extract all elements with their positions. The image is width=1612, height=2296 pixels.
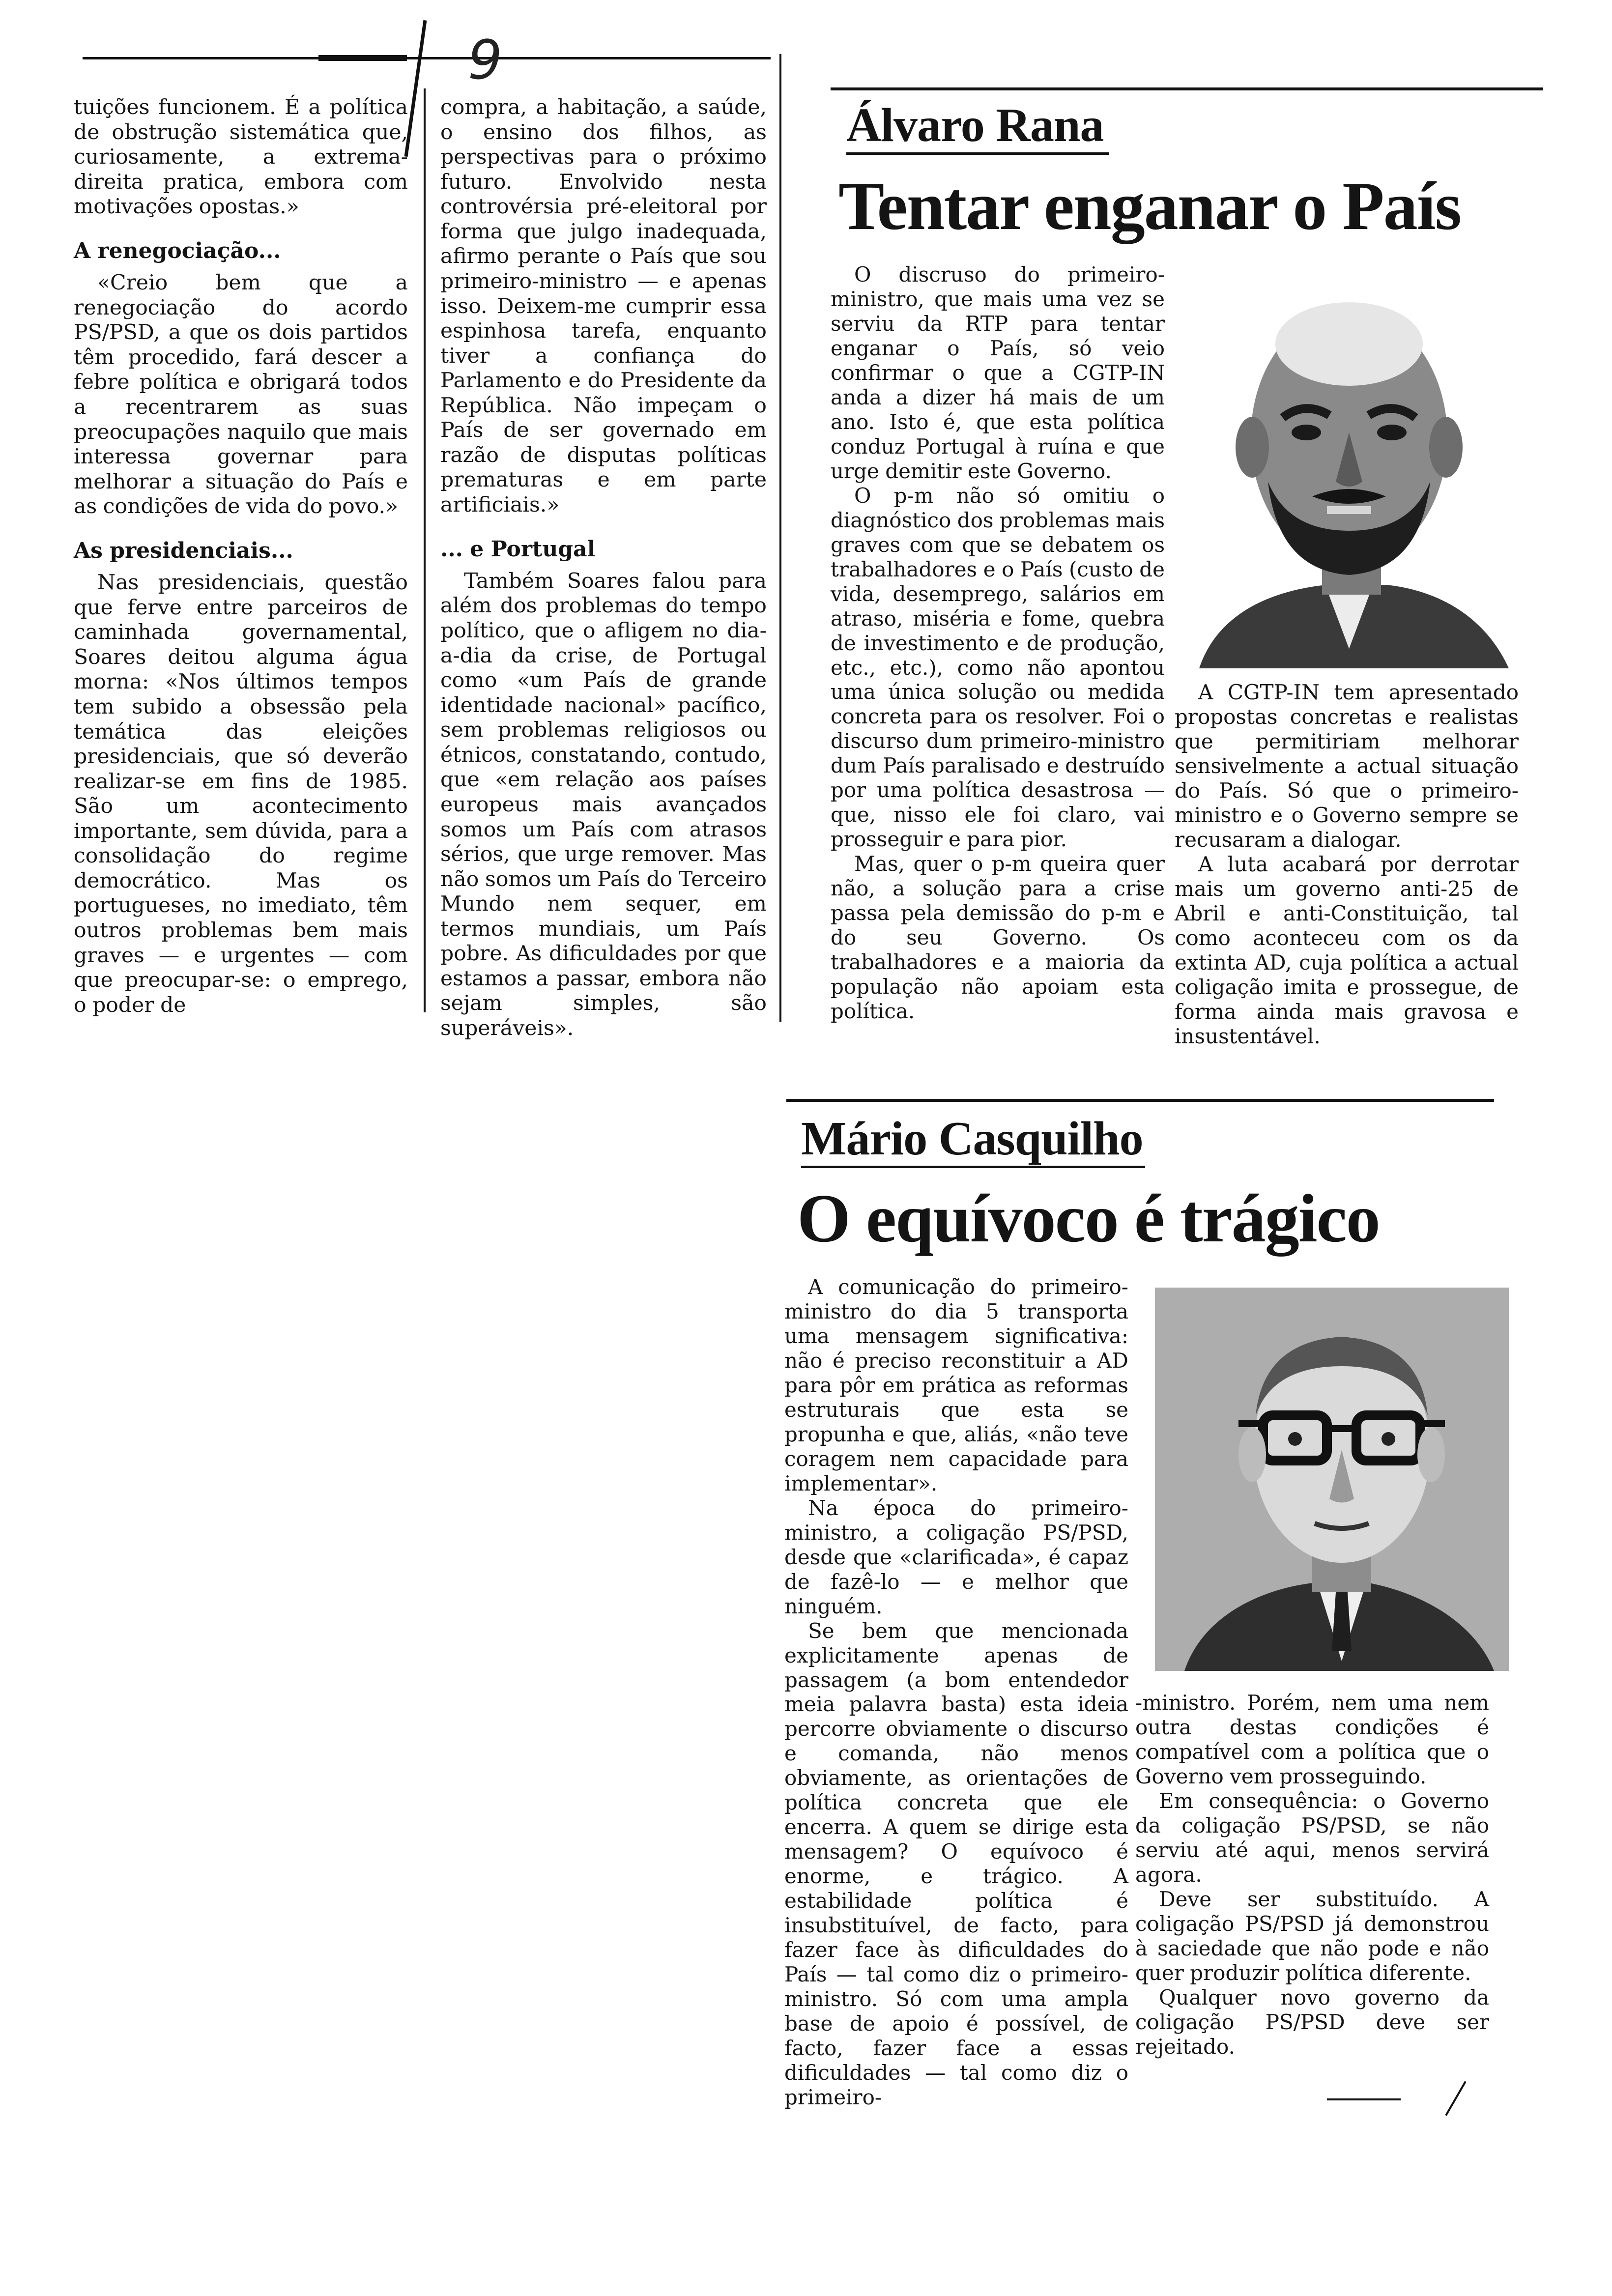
column-divider-mid xyxy=(779,54,781,1022)
paragraph: Nas presidenciais, questão que ferve entre parceiros de caminhada governamental, Soares deitou alguma água morna: «Nos últimos tempos tem subido a obsessão pela temática das eleições presidenciais, que só deverão realizar-se em fins de 1985. São um acontecimento importante, sem dúvida, para a consolidação do regime democrático. Mas os portugueses, no imediato, têm outros problemas bem mais graves — e urgentes — com que preocupar-se: o emprego, o poder de xyxy=(74,571,408,1017)
end-mark-slash xyxy=(1445,2081,1466,2116)
rana-right-text xyxy=(1175,680,1519,1049)
paragraph: Qualquer novo governo da coligação PS/PSD deve ser rejeitado. xyxy=(1135,1985,1489,2059)
paragraph: A luta acabará por derrotar mais um governo anti-25 de Abril e anti-Constituição, tal como aconteceu com os da extinta AD, cuja política a actual coligação imita e prossegue, de forma ainda mais gravosa e insustentável. xyxy=(1175,852,1519,1048)
paragraph: Também Soares falou para além dos problemas do tempo político, que o afligem no dia-a-dia da crise, de Portugal como «um País de grande identidade nacional» pacífico, sem problemas religiosos ou étnicos, constatando, contudo, que «em relação aos países europeus mais avançados somos um País com atrasos sérios, que urge remover. Mas não somos um País do Terceiro Mundo nem sequer, em termos mundiais, um País pobre. As dificuldades por que estamos a passar, embora não sejam simples, são superáveis». xyxy=(440,569,767,1041)
page-number-mark: 9 xyxy=(468,29,502,91)
paragraph: Na época do primeiro-ministro, a coligação PS/PSD, desde que «clarificada», é capaz de fazê-lo — e melhor que ninguém. xyxy=(784,1495,1128,1618)
paragraph: Em consequência: o Governo da coligação PS/PSD, se não serviu até aqui, menos servirá agora. xyxy=(1135,1788,1489,1887)
author-mario-casquilho: Mário Casquilho xyxy=(801,1112,1143,1165)
paragraph: A comunicação do primeiro-ministro do dia 5 transporta uma mensagem significativa: não é preciso reconstituir a AD para pôr em prática as reformas estruturais que esta se propunha e que, aliás, «não teve coragem nem capacidade para implementar». xyxy=(784,1275,1128,1495)
casquilho-right-text xyxy=(1135,1691,1489,2059)
section-rule xyxy=(786,1099,1494,1102)
subheading: As presidenciais... xyxy=(74,538,293,563)
top-rule-left xyxy=(83,57,771,59)
author-underline-casquilho xyxy=(801,1166,1145,1168)
paragraph: -ministro. Porém, nem uma nem outra destas condições é compatível com a política que o Governo vem prosseguindo. xyxy=(1135,1691,1489,1788)
paragraph: Mas, quer o p-m queira quer não, a solução para a crise passa pela demissão do p-m e do seu Governo. Os trabalhadores e a maioria da população não apoiam esta política. xyxy=(831,852,1165,1024)
portrait-alvaro-rana xyxy=(1180,275,1519,668)
paragraph: compra, a habitação, a saúde, o ensino dos filhos, as perspectivas para o próximo futuro. Envolvido nesta controvérsia pré-eleitoral por forma que julgo inadequada, afirmo perante o País que sou primeiro-ministro — e apenas isso. Deixem-me cumprir essa espinhosa tarefa, enquanto tiver a confiança do Parlamento e do Presidente da República. Não impeçam o País de ser governado em razão de disputas políticas prematuras e em parte artificiais.» xyxy=(440,95,767,517)
rana-column-text xyxy=(831,262,1165,1024)
paragraph: Deve ser substituído. A coligação PS/PSD já demonstrou à saciedade que não pode e não quer produzir política diferente. xyxy=(1135,1887,1489,1985)
paragraph: O p-m não só omitiu o diagnóstico dos problemas mais graves com que se debatem os trabalhadores e o País (custo de vida, desemprego, salários em atraso, miséria e fome, quebra de investimento e de produção, etc., etc.), como não apontou uma única solução ou medida concreta para os resolver. Foi o discurso dum primeiro-ministro dum País paralisado e destruído por uma política desastrosa — que, nisso ele foi claro, vai prosseguir e para pior. xyxy=(831,483,1165,852)
subheading: ... e Portugal xyxy=(440,536,596,562)
paragraph: tuições funcionem. É a política de obstrução sistemática que, curiosamente, a extrema-direita pratica, embora com motivações opostas.» xyxy=(74,95,408,219)
author-underline-rana xyxy=(846,152,1109,155)
portrait-mario-casquilho xyxy=(1155,1288,1509,1671)
author-alvaro-rana: Álvaro Rana xyxy=(846,99,1104,152)
headline-tentar-enganar: Tentar enganar o País xyxy=(838,168,1461,244)
casquilho-column-text xyxy=(784,1275,1128,2110)
left-article-column-1 xyxy=(74,95,408,1018)
paragraph: A CGTP-IN tem apresentado propostas concretas e realistas que permitiriam melhorar sensivelmente a actual situação do País. Só que o primeiro-ministro e o Governo sempre se recusaram a dialogar. xyxy=(1175,680,1519,852)
paragraph: «Creio bem que a renegociação do acordo PS/PSD, a que os dois partidos têm procedido, fará descer a febre política e obrigará todos a recentrarem as suas preocupações naquilo que mais interessa governar para melhorar a situação do País e as condições de vida do povo.» xyxy=(74,271,408,519)
top-rule-right xyxy=(831,87,1543,90)
top-rule-left-heavy xyxy=(318,55,407,61)
paragraph: Se bem que mencionada explicitamente apenas de passagem (a bom entendedor meia palavra basta) esta ideia percorre obviamente o discurso e comanda, não menos obviamente, as orientações de política concreta que ele encerra. A quem se dirige esta mensagem? O equívoco é enorme, e trágico. A estabilidade política é insubstituível, de facto, para fazer face às dificuldades do País — tal como diz o primeiro-ministro. Só com uma ampla base de apoio é possível, de facto, fazer face a essas dificuldades — tal como diz o primeiro- xyxy=(784,1618,1128,2109)
end-mark-line xyxy=(1327,2098,1401,2100)
headline-equivoco-tragico: O equívoco é trágico xyxy=(797,1180,1380,1257)
left-article-column-2 xyxy=(440,95,767,1041)
paragraph: O discruso do primeiro-ministro, que mais uma vez se serviu da RTP para tentar enganar o País, só veio confirmar o que a CGTP-IN anda a dizer há mais de um ano. Isto é, que esta política conduz Portugal à ruína e que urge demitir este Governo. xyxy=(831,262,1165,483)
subheading: A renegociação... xyxy=(74,238,281,263)
column-divider-left xyxy=(424,88,426,1012)
